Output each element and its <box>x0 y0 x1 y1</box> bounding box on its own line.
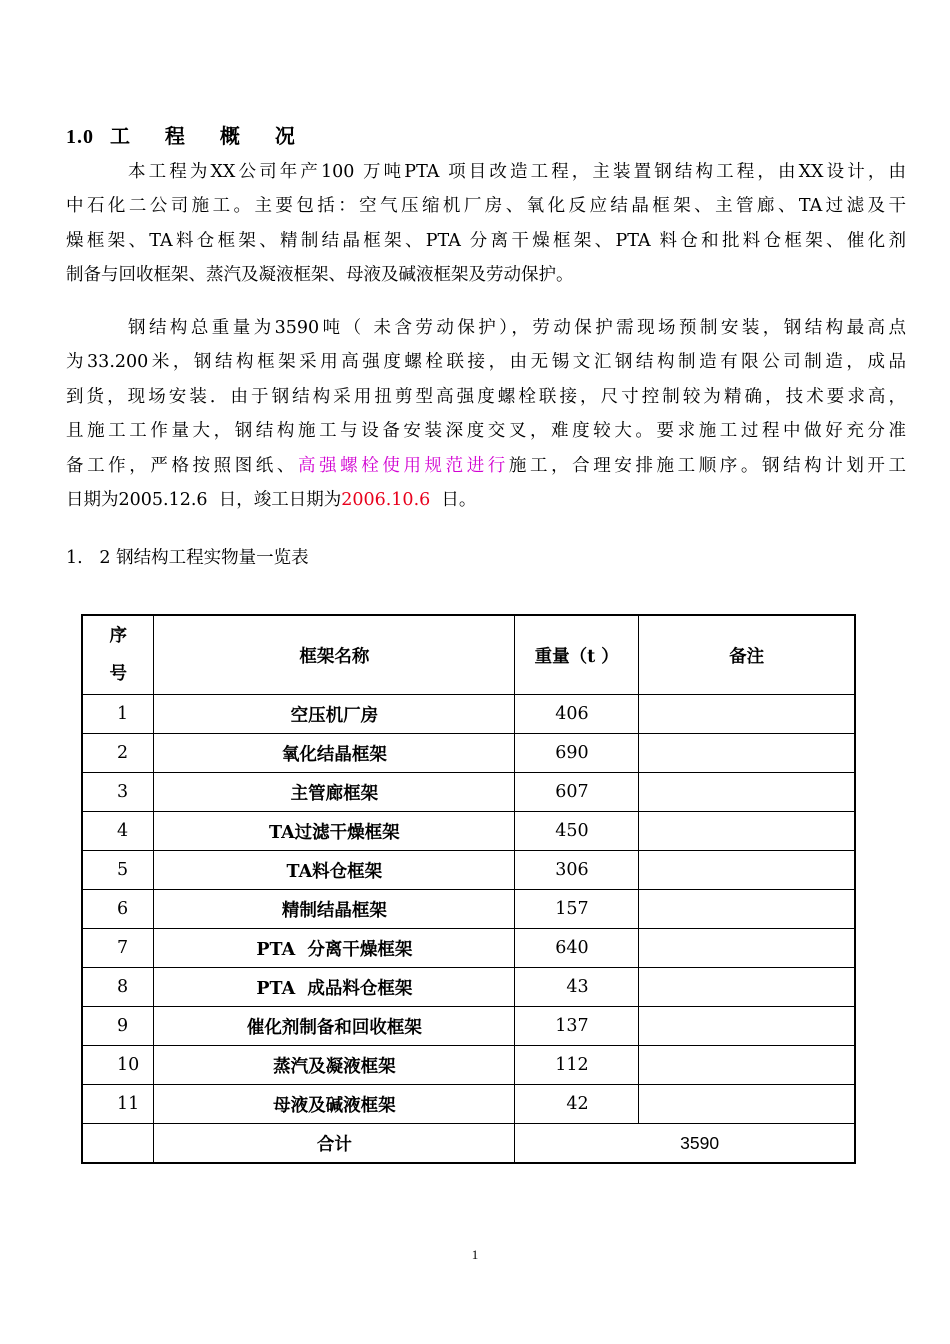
row-frame-name: PTA 成品料仓框架 <box>154 968 515 1007</box>
row-frame-name: 蒸汽及凝液框架 <box>154 1046 515 1085</box>
table-caption: 1. 2 钢结构工程实物量一览表 <box>66 548 309 568</box>
row-frame-name: 催化剂制备和回收框架 <box>154 1007 515 1046</box>
row-number: 11 <box>82 1085 154 1124</box>
table-total-row <box>82 1124 855 1164</box>
text-run: 日。 <box>430 490 477 511</box>
row-number: 1 <box>82 695 154 734</box>
header-weight: 重量（t ） <box>515 615 639 695</box>
row-weight: 137 <box>515 1007 639 1046</box>
row-weight: 112 <box>515 1046 639 1085</box>
row-note <box>639 1085 855 1124</box>
row-weight: 607 <box>515 773 639 812</box>
row-number: 5 <box>82 851 154 890</box>
row-weight: 406 <box>515 695 639 734</box>
paragraph-line <box>66 449 906 483</box>
table-row <box>82 812 855 851</box>
row-number: 2 <box>82 734 154 773</box>
row-weight: 690 <box>515 734 639 773</box>
row-frame-name: 主管廊框架 <box>154 773 515 812</box>
row-weight: 157 <box>515 890 639 929</box>
row-note <box>639 734 855 773</box>
text-run: 日期为2005.12.6 日，竣工日期为 <box>66 490 342 511</box>
row-frame-name: TA过滤干燥框架 <box>154 812 515 851</box>
table-row <box>82 734 855 773</box>
paragraph-line: 制备与回收框架、蒸汽及凝液框架、母液及碱液框架及劳动保护。 <box>66 265 574 286</box>
paragraph-line: 燥框架、TA料仓框架、精制结晶框架、PTA 分离干燥框架、PTA 料仓和批料仓框架、催化剂 <box>66 230 906 251</box>
table-header-row <box>82 615 855 695</box>
row-weight: 450 <box>515 812 639 851</box>
total-blank-cell <box>82 1124 154 1164</box>
row-note <box>639 812 855 851</box>
table-row <box>82 929 855 968</box>
page-number: 1 <box>471 1247 479 1262</box>
row-number: 10 <box>82 1046 154 1085</box>
section-number: 1.0 <box>66 126 94 148</box>
table-row <box>82 890 855 929</box>
row-weight: 42 <box>515 1085 639 1124</box>
row-number: 8 <box>82 968 154 1007</box>
row-number: 3 <box>82 773 154 812</box>
paragraph-line: 且施工工作量大，钢结构施工与设备安装深度交叉，难度较大。要求施工过程中做好充分准 <box>66 421 906 442</box>
table-row <box>82 851 855 890</box>
row-note <box>639 695 855 734</box>
header-no-bottom: 号 <box>109 664 127 684</box>
row-frame-name: 氧化结晶框架 <box>154 734 515 773</box>
table-row <box>82 1085 855 1124</box>
steel-quantity-table <box>81 614 856 1164</box>
row-number: 7 <box>82 929 154 968</box>
paragraph-line: 到货，现场安装．由于钢结构采用扭剪型高强度螺栓联接，尺寸控制较为精确，技术要求高， <box>66 386 906 407</box>
text-run: 施工，合理安排施工顺序。钢结构计划开工 <box>508 455 906 476</box>
total-value <box>515 1124 855 1164</box>
paragraph-line <box>66 483 906 517</box>
total-value-text: 3590 <box>680 1132 720 1153</box>
row-frame-name: 空压机厂房 <box>154 695 515 734</box>
table-row <box>82 968 855 1007</box>
row-note <box>639 851 855 890</box>
table-row <box>82 695 855 734</box>
row-weight: 306 <box>515 851 639 890</box>
overview-paragraph <box>66 155 906 293</box>
paragraph-line: 钢结构总重量为3590吨（ 未含劳动保护），劳动保护需现场预制安装，钢结构最高点 <box>128 318 906 338</box>
total-label: 合计 <box>154 1124 515 1164</box>
header-name: 框架名称 <box>154 615 515 695</box>
row-weight: 640 <box>515 929 639 968</box>
paragraph-line: 为33.200米，钢结构框架采用高强度螺栓联接，由无锡文汇钢结构制造有限公司制造，成品 <box>66 352 906 373</box>
highlighted-date: 2006.10.6 <box>341 490 431 511</box>
row-note <box>639 968 855 1007</box>
paragraph-line: 中石化二公司施工。主要包括：空气压缩机厂房、氧化反应结晶框架、主管廊、TA过滤及干 <box>66 196 906 217</box>
paragraph-line: 本工程为XX公司年产100 万吨PTA 项目改造工程，主装置钢结构工程，由XX设计，由 <box>128 162 906 182</box>
header-no-top: 序 <box>109 626 127 646</box>
text-run: 备工作，严格按照图纸、 <box>66 455 298 476</box>
row-frame-name: PTA 分离干燥框架 <box>154 929 515 968</box>
row-weight: 43 <box>515 968 639 1007</box>
row-number: 6 <box>82 890 154 929</box>
row-note <box>639 1007 855 1046</box>
table-row <box>82 1046 855 1085</box>
table-row <box>82 773 855 812</box>
row-frame-name: 母液及碱液框架 <box>154 1085 515 1124</box>
row-number: 9 <box>82 1007 154 1046</box>
table-row <box>82 1007 855 1046</box>
row-note <box>639 890 855 929</box>
row-frame-name: TA料仓框架 <box>154 851 515 890</box>
steel-structure-paragraph <box>66 311 906 517</box>
row-frame-name: 精制结晶框架 <box>154 890 515 929</box>
section-heading <box>66 120 309 149</box>
section-title: 工 程 概 况 <box>109 124 309 148</box>
row-note <box>639 773 855 812</box>
row-number: 4 <box>82 812 154 851</box>
row-note <box>639 1046 855 1085</box>
header-note: 备注 <box>639 615 855 695</box>
header-no <box>82 615 154 695</box>
table-body <box>82 695 855 1124</box>
highlighted-text: 高强螺栓使用规范进行 <box>298 455 509 476</box>
row-note <box>639 929 855 968</box>
